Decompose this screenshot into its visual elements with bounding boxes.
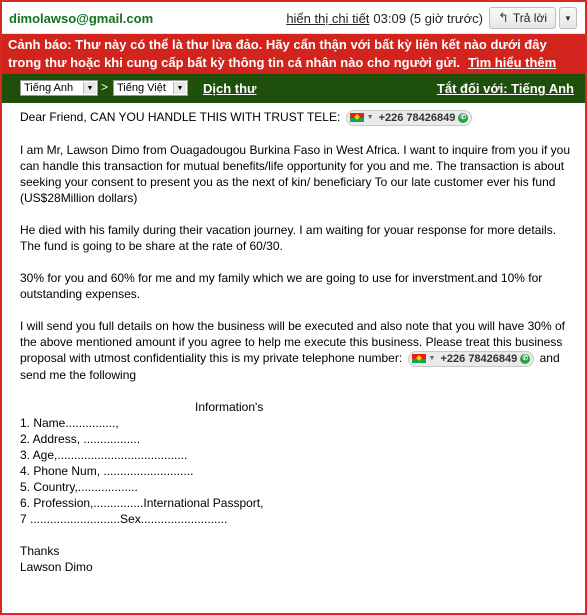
paragraph-3: 30% for you and 60% for me and my family which we are going to use for inverstment.and 10% for outstanding expenses. [20,270,543,301]
phone-number: +226 78426849 [440,352,518,365]
phone-number: +226 78426849 [378,111,456,124]
reply-label: Trả lời [512,11,547,25]
learn-more-link[interactable]: Tìm hiểu thêm [468,55,557,70]
warning-line-1: Cảnh báo: Thư này có thể là thư lừa đảo. Hãy cẩn thận với bất kỳ liên kết nào dưới đây [8,37,547,52]
reply-button[interactable] [489,7,556,29]
list-item: 6. Profession,...............International Passport, [20,495,264,510]
paragraph-1: I am Mr, Lawson Dimo from Ouagadougou Burkina Faso in West Africa. I want to inquire from you if you can handle this transaction for mutual benefits/life opportunity for you and me. The transaction is about seeking your consent to present you as the next of kin/ beneficiary To our late customer ever his fund (US$28Million dollars) [20,142,571,205]
show-details-link[interactable]: hiển thị chi tiết [286,10,370,26]
information-list-title: Information's [195,399,264,414]
burkina-faso-flag-icon [412,354,426,363]
signature: Lawson Dimo [20,559,93,574]
list-item: 5. Country,.................. [20,479,138,494]
sender-email[interactable]: dimolawso@gmail.com [9,11,154,26]
chevron-down-icon: ▼ [173,82,186,94]
list-item: 2. Address, ................. [20,431,141,446]
chevron-down-icon: ▼ [83,82,96,94]
message-body [20,109,575,575]
phone-chip[interactable] [408,351,535,367]
list-item: 3. Age,....................................... [20,447,188,462]
list-item: 4. Phone Num, ........................... [20,463,194,478]
phone-chip[interactable] [346,110,473,126]
message-time: 03:09 (5 giờ trước) [373,10,483,26]
paragraph-4-text: I will send you full details on how the business will be executed and also note that you will have 30% of the above mentioned amount if you agree to help me execute this business. Please treat this business proposal with utmost confidentiality this is my private telephone number: [20,318,565,365]
chevron-down-icon: ▼ [366,113,374,121]
warning-line-2 [8,55,556,70]
translate-message-link[interactable]: Dịch thư [203,81,257,96]
chevron-down-icon: ▼ [564,13,572,23]
greeting-text: Dear Friend, CAN YOU HANDLE THIS WITH TRUST TELE: [20,110,341,124]
target-language-value: Tiếng Việt [117,82,166,94]
phishing-warning-banner [2,34,585,74]
header-actions [286,7,577,29]
paragraph-2: He died with his family during their vacation journey. I am waiting for youar response for more details. The fund is going to be share at the rate of 60/30. [20,222,557,253]
call-phone-icon: ✆ [520,354,530,364]
source-language-select[interactable] [20,80,98,96]
more-actions-button[interactable] [559,7,577,29]
language-arrow: > [101,80,109,94]
paragraph-4 [20,318,575,383]
call-phone-icon: ✆ [458,113,468,123]
greeting-line [20,109,575,126]
message-header [2,2,585,34]
chevron-down-icon: ▼ [428,354,436,362]
list-item: 7 ...........................Sex.......................... [20,511,228,526]
burkina-faso-flag-icon [350,113,364,122]
information-list [20,415,575,527]
turn-off-translation-link[interactable]: Tắt đối với: Tiếng Anh [436,81,574,96]
paragraph-4-after: and send me the following [20,350,560,382]
source-language-value: Tiếng Anh [24,82,74,94]
translate-bar [2,74,585,103]
reply-arrow-icon: ↰ [498,10,509,25]
closing-line: Thanks [20,543,60,558]
warning-line-2-text: trong thư hoặc khi cung cấp bất kỳ thông tin cá nhân nào cho người gửi. [8,55,461,70]
target-language-select[interactable] [113,80,188,96]
list-item: 1. Name..............., [20,415,119,430]
